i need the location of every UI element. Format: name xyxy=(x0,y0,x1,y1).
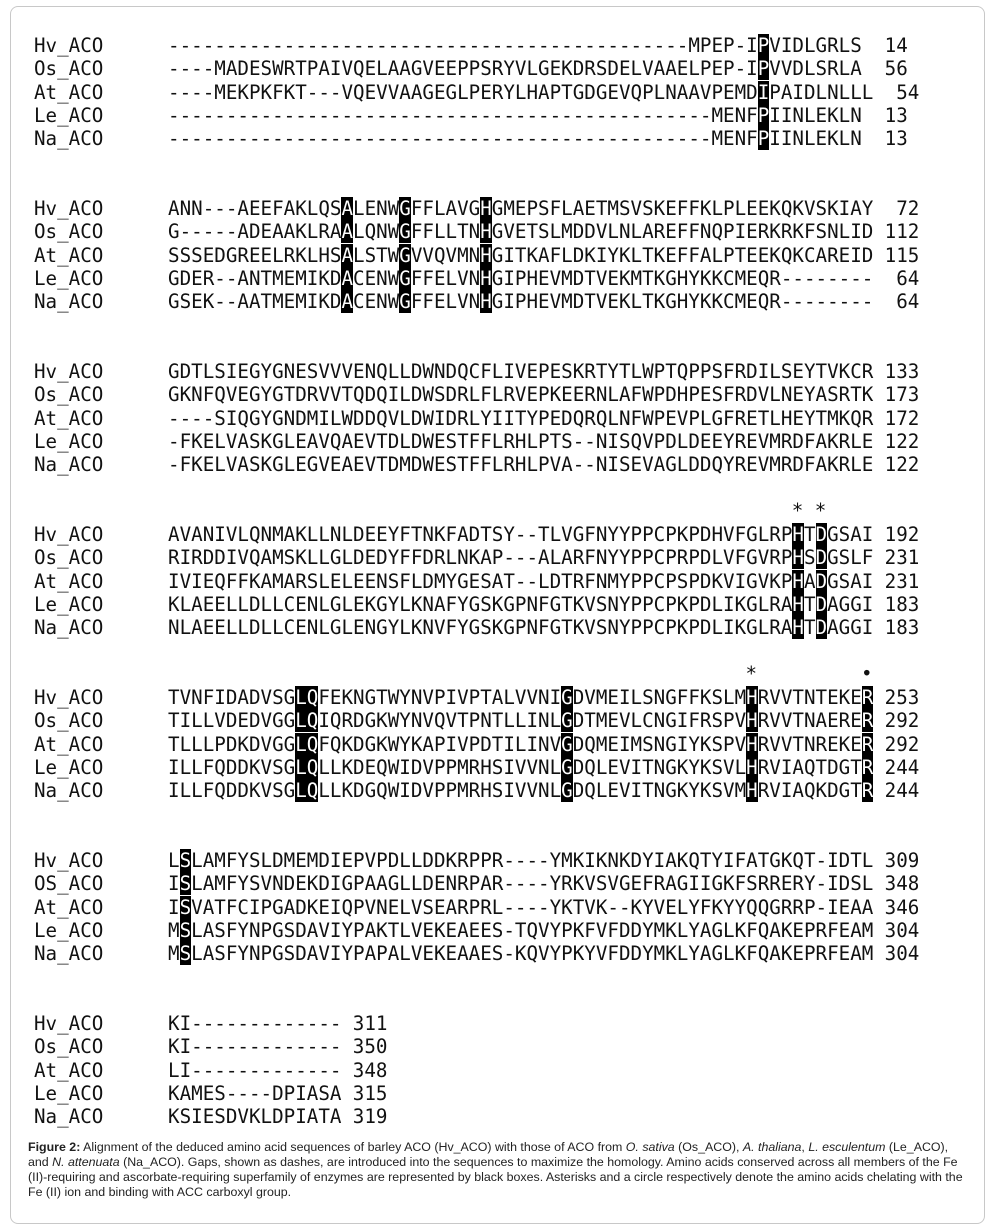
sequence-name: At_ACO xyxy=(34,80,104,104)
sequence-name: Le_ACO xyxy=(34,429,104,453)
alignment-row xyxy=(34,1012,387,1035)
alignment-row xyxy=(34,872,919,895)
sequence-name: Na_ACO xyxy=(34,1105,104,1129)
alignment-row xyxy=(34,1082,387,1105)
alignment-row xyxy=(34,546,919,569)
conserved-residue-box: L xyxy=(295,779,307,803)
sequence-name: Le_ACO xyxy=(34,103,104,127)
figure-caption xyxy=(28,1140,968,1200)
residue-position-number: 13 xyxy=(884,127,908,151)
conserved-residue-box: A xyxy=(341,243,353,267)
residue-position-number: 133 xyxy=(884,360,920,383)
sequence-name: Le_ACO xyxy=(34,755,104,779)
caption-species-1: O. sativa xyxy=(625,1140,675,1154)
sequence-name: Hv_ACO xyxy=(34,34,104,57)
alignment-row xyxy=(34,430,919,453)
sequence-name: Hv_ACO xyxy=(34,849,104,872)
caption-text-2: (Os_ACO), xyxy=(674,1140,743,1154)
sequence-residues: GDER--ANTMEMIKDACENWGFFELVNHGIPHEVMDTVEKMTKGHYKKCMEQR-------- xyxy=(168,266,874,290)
conserved-residue-box: Q xyxy=(306,755,319,779)
conserved-residue-box: R xyxy=(861,755,874,779)
conserved-residue-box: G xyxy=(399,220,411,244)
residue-position-number: 311 xyxy=(352,1012,388,1035)
alignment-row xyxy=(34,360,919,383)
conserved-residue-box: A xyxy=(341,290,353,314)
residue-position-number: 231 xyxy=(884,569,920,593)
residue-position-number: 64 xyxy=(896,266,920,290)
alignment-row xyxy=(34,570,919,593)
conserved-residue-box: D xyxy=(815,546,828,570)
conserved-residue-box: G xyxy=(399,197,411,220)
alignment-row xyxy=(34,686,919,709)
alignment-row xyxy=(34,127,908,150)
sequence-residues: SSSEDGREELRKLHSALSTWGVVQVMNHGITKAFLDKIYKLTKEFFALPTEEKQKCAREID xyxy=(168,243,874,267)
alignment-row xyxy=(34,779,919,802)
sequence-residues: ISLAMFYSVNDEKDIGPAAGLLDENRPAR----YRKVSVGEFRAGIIGKFSRRERY-IDSL xyxy=(168,872,874,896)
residue-position-number: 350 xyxy=(352,1035,388,1059)
sequence-residues: -FKELVASKGLEGVEAEVTDMDWESTFFLRHLPVA--NISEVAGLDDQYREVMRDFAKRLE xyxy=(168,453,874,477)
alignment-row xyxy=(34,523,919,546)
sequence-name: OS_ACO xyxy=(34,872,104,896)
residue-position-number: 244 xyxy=(884,755,920,779)
sequence-residues: ----MEKPKFKT---VQEVVAAGEGLPERYLHAPTGDGEVQPLNAAVPEMDIPAIDLNLLL xyxy=(168,80,874,104)
conserved-residue-box: H xyxy=(746,709,758,733)
conserved-residue-box: A xyxy=(341,220,353,244)
sequence-residues: KI------------- xyxy=(168,1035,342,1059)
residue-position-number: 112 xyxy=(884,220,920,244)
residue-position-number: 192 xyxy=(884,523,920,546)
conserved-residue-box: H xyxy=(480,290,492,314)
alignment-row xyxy=(34,756,919,779)
sequence-name: Na_ACO xyxy=(34,453,104,477)
alignment-row xyxy=(34,1059,387,1082)
conserved-residue-box: P xyxy=(757,127,770,151)
sequence-residues: KSIESDVKLDPIATA xyxy=(168,1105,342,1129)
sequence-residues: ILLFQDDKVSGLQLLKDEQWIDVPPMRHSIVVNLGDQLEVITNGKYKSVLHRVIAQTDGTR xyxy=(168,755,874,779)
sequence-name: Os_ACO xyxy=(34,57,104,81)
sequence-residues: LI------------- xyxy=(168,1058,342,1082)
residue-position-number: 304 xyxy=(884,942,920,966)
sequence-name: Na_ACO xyxy=(34,616,104,640)
conserved-residue-box: H xyxy=(746,755,758,779)
conserved-residue-box: A xyxy=(341,197,353,220)
conserved-residue-box: H xyxy=(792,569,804,593)
iron-chelating-asterisk: * xyxy=(814,499,827,522)
sequence-residues: IVIEQFFKAMARSLELEENSFLDMYGESAT--LDTRFNMYPPCPSPDKVIGVKPHADGSAI xyxy=(168,569,874,593)
conserved-residue-box: L xyxy=(295,732,307,756)
sequence-residues: TILLVDEDVGGLQIQRDGKWYNVQVTPNTLLINLGDTMEVLCNGIFRSPVHRVVTNAERER xyxy=(168,709,874,733)
alignment-row xyxy=(34,919,919,942)
residue-position-number: 56 xyxy=(884,57,908,81)
alignment-row xyxy=(34,267,919,290)
alignment-row xyxy=(34,593,919,616)
conserved-residue-box: P xyxy=(757,103,770,127)
sequence-residues: NLAEELLDLLCENLGLENGYLKNVFYGSKGPNFGTKVSNYPPCPKPDLIKGLRAHTDAGGI xyxy=(168,616,874,640)
conserved-residue-box: G xyxy=(561,732,573,756)
caption-species-3: L. esculentum xyxy=(808,1140,886,1154)
residue-position-number: 292 xyxy=(884,709,920,733)
sequence-name: Le_ACO xyxy=(34,592,104,616)
conserved-residue-box: Q xyxy=(306,709,319,733)
sequence-name: Na_ACO xyxy=(34,779,104,803)
sequence-name: Os_ACO xyxy=(34,1035,104,1059)
residue-position-number: 304 xyxy=(884,918,920,942)
sequence-name: Le_ACO xyxy=(34,266,104,290)
sequence-name: Hv_ACO xyxy=(34,1012,104,1035)
residue-position-number: 13 xyxy=(884,103,908,127)
sequence-residues: GKNFQVEGYGTDRVVTQDQILDWSDRLFLRVEPKEERNLAFWPDHPESFRDVLNEYASRTK xyxy=(168,383,874,407)
sequence-residues: LSLAMFYSLDMEMDIEPVPDLLDDKRPPR----YMKIKNKDYIAKQTYIFATGKQT-IDTL xyxy=(168,849,874,872)
residue-position-number: 231 xyxy=(884,546,920,570)
conserved-residue-box: Q xyxy=(306,686,319,709)
sequence-name: At_ACO xyxy=(34,569,104,593)
residue-position-number: 309 xyxy=(884,849,920,872)
alignment-row xyxy=(34,34,908,57)
sequence-residues: KLAEELLDLLCENLGLEKGYLKNAFYGSKGPNFGTKVSNYPPCPKPDLIKGLRAHTDAGGI xyxy=(168,592,874,616)
caption-species-4: N. attenuata xyxy=(52,1155,120,1169)
alignment-row xyxy=(34,57,908,80)
conserved-residue-box: D xyxy=(815,523,828,546)
residue-position-number: 173 xyxy=(884,383,920,407)
conserved-residue-box: S xyxy=(179,942,192,966)
sequence-name: At_ACO xyxy=(34,406,104,430)
conserved-residue-box: H xyxy=(792,546,804,570)
alignment-row xyxy=(34,104,908,127)
conserved-residue-box: R xyxy=(861,732,874,756)
sequence-residues: MSLASFYNPGSDAVIYPAPALVEKEAAES-KQVYPKYVFDDYMKLYAGLKFQAKEPRFEAM xyxy=(168,942,874,966)
sequence-name: Os_ACO xyxy=(34,383,104,407)
sequence-name: Le_ACO xyxy=(34,918,104,942)
conserved-residue-box: G xyxy=(561,709,573,733)
conserved-residue-box: D xyxy=(815,592,828,616)
conserved-residue-box: I xyxy=(757,80,770,104)
conserved-residue-box: G xyxy=(399,266,411,290)
sequence-residues: ---------------------------------------------MPEP-IPVIDLGRLS xyxy=(168,34,862,57)
sequence-residues: RIRDDIVQAMSKLLGLDEDYFFDRLNKAP---ALARFNYYPPCPRPDLVFGVRPHSDGSLF xyxy=(168,546,874,570)
residue-position-number: 292 xyxy=(884,732,920,756)
sequence-name: Os_ACO xyxy=(34,709,104,733)
sequence-residues: ----MADESWRTPAIVQELAAGVEEPPSRYVLGEKDRSDELVAAELPEP-IPVVDLSRLA xyxy=(168,57,862,81)
conserved-residue-box: D xyxy=(815,616,828,640)
sequence-residues: G-----ADEAAKLRAALQNWGFFLLTNHGVETSLMDDVLNLAREFFNQPIERKRKFSNLID xyxy=(168,220,874,244)
conserved-residue-box: S xyxy=(179,849,192,872)
conserved-residue-box: S xyxy=(179,918,192,942)
sequence-residues: GSEK--AATMEMIKDACENWGFFELVNHGIPHEVMDTVEKLTKGHYKKCMEQR-------- xyxy=(168,290,874,314)
sequence-residues: -----------------------------------------------MENFPIINLEKLN xyxy=(168,103,862,127)
alignment-row xyxy=(34,81,919,104)
sequence-residues: ANN---AEEFAKLQSALENWGFFLAVGHGMEPSFLAETMSVSKEFFKLPLEEKQKVSKIAY xyxy=(168,197,874,220)
conserved-residue-box: G xyxy=(561,779,573,803)
sequence-residues: TVNFIDADVSGLQFEKNGTWYNVPIVPTALVVNIGDVMEILSNGFFKSLMHRVVTNTEKER xyxy=(168,686,874,709)
sequence-residues: KI------------- xyxy=(168,1012,342,1035)
caption-species-2: A. thaliana xyxy=(742,1140,802,1154)
alignment-row xyxy=(34,197,919,220)
sequence-name: Na_ACO xyxy=(34,942,104,966)
conserved-residue-box: G xyxy=(561,686,573,709)
conserved-residue-box: G xyxy=(399,290,411,314)
residue-position-number: 14 xyxy=(884,34,908,57)
alignment-row xyxy=(34,407,919,430)
sequence-residues: TLLLPDKDVGGLQFQKDGKWYKAPIVPDTILINVGDQMEIMSNGIYKSPVHRVVTNREKER xyxy=(168,732,874,756)
conserved-residue-box: L xyxy=(295,755,307,779)
iron-chelating-asterisk: * xyxy=(745,662,758,685)
sequence-residues: KAMES----DPIASA xyxy=(168,1081,342,1105)
conserved-residue-box: H xyxy=(746,732,758,756)
conserved-residue-box: P xyxy=(757,57,770,81)
caption-text-3: , xyxy=(801,1140,809,1154)
conserved-residue-box: R xyxy=(861,686,874,709)
residue-position-number: 346 xyxy=(884,895,920,919)
alignment-row xyxy=(34,1105,387,1128)
alignment-row xyxy=(34,709,919,732)
caption-label: Figure 2: xyxy=(28,1140,81,1154)
residue-position-number: 319 xyxy=(352,1105,388,1129)
residue-position-number: 122 xyxy=(884,429,920,453)
residue-position-number: 183 xyxy=(884,616,920,640)
residue-position-number: 315 xyxy=(352,1081,388,1105)
residue-position-number: 244 xyxy=(884,779,920,803)
alignment-row xyxy=(34,942,919,965)
sequence-residues: -----------------------------------------------MENFPIINLEKLN xyxy=(168,127,862,151)
sequence-residues: GDTLSIEGYGNESVVVENQLLDWNDQCFLIVEPESKRTYTLWPTQPPSFRDILSEYTVKCR xyxy=(168,360,874,383)
sequence-residues: ILLFQDDKVSGLQLLKDGQWIDVPPMRHSIVVNLGDQLEVITNGKYKSVMHRVIAQKDGTR xyxy=(168,779,874,803)
conserved-residue-box: H xyxy=(480,220,492,244)
conserved-residue-box: H xyxy=(792,523,804,546)
sequence-residues: AVANIVLQNMAKLLNLDEEYFTNKFADTSY--TLVGFNYYPPCPKPDHVFGLRPHTDGSAI xyxy=(168,523,874,546)
conserved-residue-box: L xyxy=(295,686,307,709)
sequence-name: Na_ACO xyxy=(34,127,104,151)
alignment-row xyxy=(34,244,919,267)
residue-position-number: 348 xyxy=(352,1058,388,1082)
sequence-residues: -FKELVASKGLEAVQAEVTDLDWESTFFLRHLPTS--NISQVPDLDEEYREVMRDFAKRLE xyxy=(168,429,874,453)
conserved-residue-box: H xyxy=(480,243,492,267)
sequence-name: Hv_ACO xyxy=(34,360,104,383)
conserved-residue-box: Q xyxy=(306,732,319,756)
sequence-name: Hv_ACO xyxy=(34,686,104,709)
conserved-residue-box: H xyxy=(480,266,492,290)
conserved-residue-box: Q xyxy=(306,779,319,803)
iron-chelating-asterisk: * xyxy=(791,499,804,522)
residue-position-number: 115 xyxy=(884,243,920,267)
sequence-name: Os_ACO xyxy=(34,546,104,570)
conserved-residue-box: H xyxy=(746,686,758,709)
sequence-name: At_ACO xyxy=(34,732,104,756)
conserved-residue-box: S xyxy=(179,872,192,896)
conserved-residue-box: R xyxy=(861,709,874,733)
sequence-name: Hv_ACO xyxy=(34,197,104,220)
residue-position-number: 172 xyxy=(884,406,920,430)
conserved-residue-box: H xyxy=(792,592,804,616)
alignment-row xyxy=(34,220,919,243)
caption-text-1: Alignment of the deduced amino acid sequences of barley ACO (Hv_ACO) with those of ACO from xyxy=(80,1140,626,1154)
conserved-residue-box: L xyxy=(295,709,307,733)
caption-text-4: (Le_ACO), and xyxy=(28,1140,949,1169)
sequence-name: Na_ACO xyxy=(34,290,104,314)
residue-position-number: 253 xyxy=(884,686,920,709)
conserved-residue-box: H xyxy=(746,779,758,803)
caption-text-5: (Na_ACO). Gaps, shown as dashes, are introduced into the sequences to maximize the homology. Amino acids conserved across all members of the Fe (II)-requiring and ascorbate-requiring superfamily of enzymes are represented by black boxes. Asterisks and a circle respectively denote the amino acids chelating with the Fe (II) ion and binding with ACC carboxyl group. xyxy=(28,1155,963,1199)
sequence-name: Os_ACO xyxy=(34,220,104,244)
residue-position-number: 183 xyxy=(884,592,920,616)
conserved-residue-box: D xyxy=(815,569,828,593)
alignment-row xyxy=(34,733,919,756)
conserved-residue-box: P xyxy=(757,34,770,57)
residue-position-number: 348 xyxy=(884,872,920,896)
sequence-name: At_ACO xyxy=(34,895,104,919)
sequence-name: Hv_ACO xyxy=(34,523,104,546)
conserved-residue-box: A xyxy=(341,266,353,290)
alignment-row xyxy=(34,896,919,919)
sequence-residues: MSLASFYNPGSDAVIYPAKTLVEKEAEES-TQVYPKFVFDDYMKLYAGLKFQAKEPRFEAM xyxy=(168,918,874,942)
residue-position-number: 54 xyxy=(896,80,920,104)
conserved-residue-box: H xyxy=(480,197,492,220)
alignment-row xyxy=(34,453,919,476)
sequence-residues: ISVATFCIPGADKEIQPVNELVSEARPRL----YKTVK--KYVELYFKYYQQGRRP-IEAA xyxy=(168,895,874,919)
alignment-row xyxy=(34,1035,387,1058)
sequence-name: Le_ACO xyxy=(34,1081,104,1105)
conserved-residue-box: S xyxy=(179,895,192,919)
conserved-residue-box: H xyxy=(792,616,804,640)
sequence-name: At_ACO xyxy=(34,243,104,267)
alignment-row xyxy=(34,383,919,406)
acc-binding-circle: • xyxy=(861,662,873,685)
alignment-row xyxy=(34,290,919,313)
alignment-row xyxy=(34,849,919,872)
sequence-residues: ----SIQGYGNDMILWDDQVLDWIDRLYIITYPEDQRQLNFWPEVPLGFRETLHEYTMKQR xyxy=(168,406,874,430)
residue-position-number: 122 xyxy=(884,453,920,477)
residue-position-number: 72 xyxy=(896,197,920,220)
conserved-residue-box: G xyxy=(399,243,411,267)
conserved-residue-box: R xyxy=(861,779,874,803)
conserved-residue-box: G xyxy=(561,755,573,779)
sequence-name: At_ACO xyxy=(34,1058,104,1082)
alignment-row xyxy=(34,616,919,639)
residue-position-number: 64 xyxy=(896,290,920,314)
